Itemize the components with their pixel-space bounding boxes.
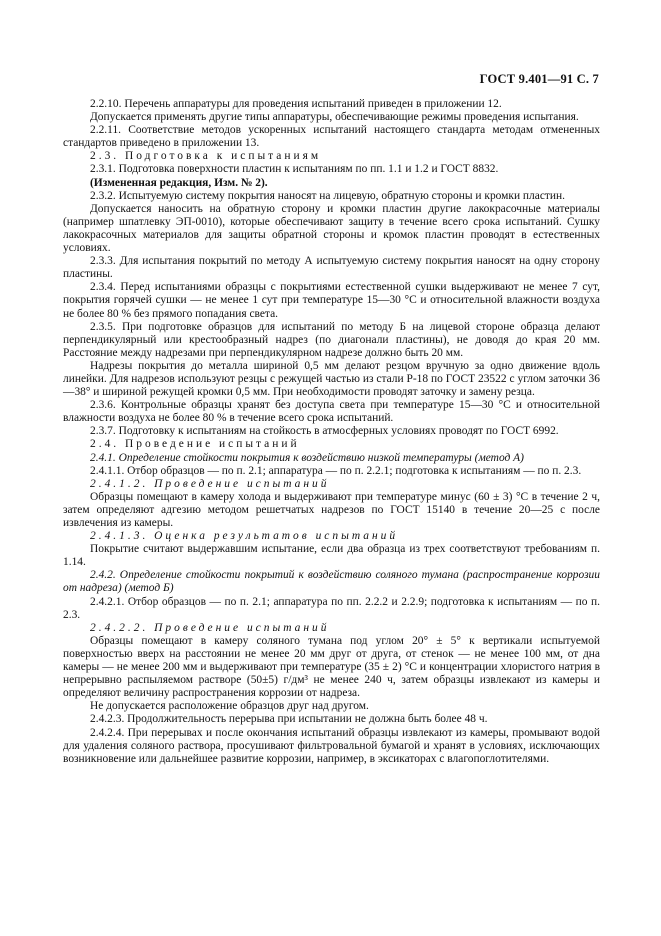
paragraph bbox=[63, 203, 600, 255]
paragraph-2-4-2-4 bbox=[63, 727, 600, 766]
subsection-heading-2-4-1 bbox=[63, 452, 600, 465]
subsection-heading-2-4-2-2 bbox=[63, 622, 600, 635]
heading-text: 2.4.2.2. Проведение испытаний bbox=[90, 621, 330, 634]
paragraph-text: 2.2.10. Перечень аппаратуры для проведения испытаний приведен в приложении 12. bbox=[90, 98, 502, 110]
paragraph-text: 2.3.4. Перед испытаниями образцы с покрытиями естественной сушки выдерживают не менее 7 сут, покрытия горячей сушки — не менее 1 сут при температуре 15—30 °С и относительной влажности воздуха не более 80 % без прямого попадания света. bbox=[63, 281, 600, 320]
heading-text: 2.4.1.3. Оценка результатов испытаний bbox=[90, 530, 399, 543]
paragraph-text: Не допускается расположение образцов друг над другом. bbox=[90, 700, 369, 713]
paragraph-text: Допускается применять другие типы аппаратуры, обеспечивающие режимы проведения испытания. bbox=[90, 111, 579, 124]
paragraph-text: Образцы помещают в камеру соляного тумана под углом 20° ± 5° к вертикали испытуемой поверхностью вверх на расстоянии не менее 20 мм друг от друга, от стенок — не менее 100 мм, от дна камеры — не менее 200 мм и выдерживают при температуре (35 ± 2) °С и концентрации хлористого натрия в непрерывно распыляемом растворе (50±5) г/дм³ не менее 240 ч, затем образцы извлекают из камеры и определяют величину распространения коррозии от надреза. bbox=[63, 634, 600, 700]
paragraph-text: 2.3.2. Испытуемую систему покрытия наносят на лицевую, обратную стороны и кромки пластин. bbox=[90, 189, 566, 202]
paragraph-2-3-7 bbox=[63, 425, 600, 438]
paragraph-text: 2.3.1. Подготовка поверхности пластин к испытаниям по пп. 1.1 и 1.2 и ГОСТ 8832. bbox=[90, 163, 499, 176]
paragraph-text: 2.2.11. Соответствие методов ускоренных испытаний настоящего стандарта методам отмененных стандартов приведено в приложении 13. bbox=[63, 124, 600, 150]
paragraph-2-3-2 bbox=[63, 190, 600, 203]
paragraph-2-4-2-3 bbox=[63, 713, 600, 726]
paragraph-text: Надрезы покрытия до металла шириной 0,5 мм делают резцом вручную за одно движение вдоль линейки. Для надрезов используют резцы с режущей частью из стали Р-18 по ГОСТ 23522 с углом заточки 36—38° и шириной режущей кромки 0,5 мм. При необходимости проводят заточку и замену резца. bbox=[63, 359, 600, 399]
paragraph bbox=[63, 111, 600, 124]
paragraph-2-2-10 bbox=[63, 98, 600, 111]
paragraph-2-2-11 bbox=[63, 124, 600, 150]
paragraph-text: Образцы помещают в камеру холода и выдерживают при температуре минус (60 ± 3) °С в течение 2 ч, затем определяют адгезию методом решетчатых надрезов по ГОСТ 15140 в течение 20—25 с после извлечения из камеры. bbox=[63, 490, 600, 529]
paragraph-text: 2.4.2.4. При перерывах и после окончания испытаний образцы извлекают из камеры, промывают водой для удаления соляного раствора, просушивают фильтровальной бумагой и хранят в условиях, исключающих возникновение или дальнейшее развитие коррозии, например, в эксикаторах с влагопоглотителями. bbox=[63, 726, 600, 765]
document-body bbox=[63, 98, 600, 766]
section-heading-2-3 bbox=[63, 150, 600, 163]
paragraph-2-3-5 bbox=[63, 321, 600, 360]
paragraph-text: 2.3.5. При подготовке образцов для испытаний по методу Б на лицевой стороне образца делают перпендикулярный или крестообразный надрез (по диагонали пластины), не доводя до края 20 мм. Расстояние между надрезами при перпендикулярном надрезе должно быть 20 мм. bbox=[63, 320, 600, 359]
heading-text: 2.4.1.2. Проведение испытаний bbox=[90, 477, 330, 490]
amendment-note bbox=[63, 177, 600, 190]
paragraph-2-3-1 bbox=[63, 163, 600, 176]
paragraph-2-4-1-1 bbox=[63, 465, 600, 478]
subsection-heading-2-4-1-3 bbox=[63, 530, 600, 543]
paragraph bbox=[63, 635, 600, 700]
paragraph-text: Допускается наносить на обратную сторону и кромки пластин другие лакокрасочные материалы (например шпатлевку ЭП-0010), которые обеспечивают защиту в течение всего срока испытаний. Сушку лакокрасочных материалов для защиты обратной стороны и кромок пластин проводят в естественных условиях. bbox=[63, 202, 600, 255]
paragraph-2-3-3 bbox=[63, 255, 600, 281]
paragraph bbox=[63, 700, 600, 713]
paragraph-text: 2.4.1.1. Отбор образцов — по п. 2.1; аппаратура — по п. 2.2.1; подготовка к испытаниям — по п. 2.3. bbox=[90, 464, 582, 477]
paragraph bbox=[63, 360, 600, 399]
section-heading-2-4 bbox=[63, 438, 600, 451]
paragraph bbox=[63, 543, 600, 569]
paragraph-2-3-6 bbox=[63, 399, 600, 425]
subsection-heading-2-4-2 bbox=[63, 569, 600, 595]
paragraph bbox=[63, 491, 600, 530]
paragraph-2-3-4 bbox=[63, 281, 600, 320]
paragraph-text: 2.3.6. Контрольные образцы хранят без доступа света при температуре 15—30 °С и относительной влажности воздуха не более 80 % в течение всего срока испытаний. bbox=[63, 399, 600, 425]
heading-text: 2.4. Проведение испытаний bbox=[90, 438, 300, 451]
heading-text: 2.4.1. Определение стойкости покрытия к воздействию низкой температуры (метод А) bbox=[90, 451, 524, 464]
paragraph-text: Покрытие считают выдержавшим испытание, если два образца из трех соответствуют требованиям п. 1.14. bbox=[63, 543, 600, 569]
paragraph-text: 2.3.3. Для испытания покрытий по методу А испытуемую систему покрытия наносят на одну сторону пластины. bbox=[63, 255, 600, 281]
subsection-heading-2-4-1-2 bbox=[63, 478, 600, 491]
paragraph-text: (Измененная редакция, Изм. № 2). bbox=[90, 176, 268, 189]
heading-text: 2.3. Подготовка к испытаниям bbox=[90, 150, 322, 163]
paragraph-2-4-2-1 bbox=[63, 596, 600, 622]
page-header: ГОСТ 9.401—91 С. 7 bbox=[479, 72, 599, 86]
paragraph-text: 2.4.2.3. Продолжительность перерыва при испытании не должна быть более 48 ч. bbox=[90, 713, 488, 726]
paragraph-text: 2.3.7. Подготовку к испытаниям на стойкость в атмосферных условиях проводят по ГОСТ 6992. bbox=[90, 425, 559, 438]
heading-text: 2.4.2. Определение стойкости покрытий к воздействию соляного тумана (распространение коррозии от надреза) (метод Б) bbox=[63, 569, 600, 595]
paragraph-text: 2.4.2.1. Отбор образцов — по п. 2.1; аппаратура по пп. 2.2.2 и 2.2.9; подготовка к испытаниям — по п. 2.3. bbox=[63, 595, 600, 621]
